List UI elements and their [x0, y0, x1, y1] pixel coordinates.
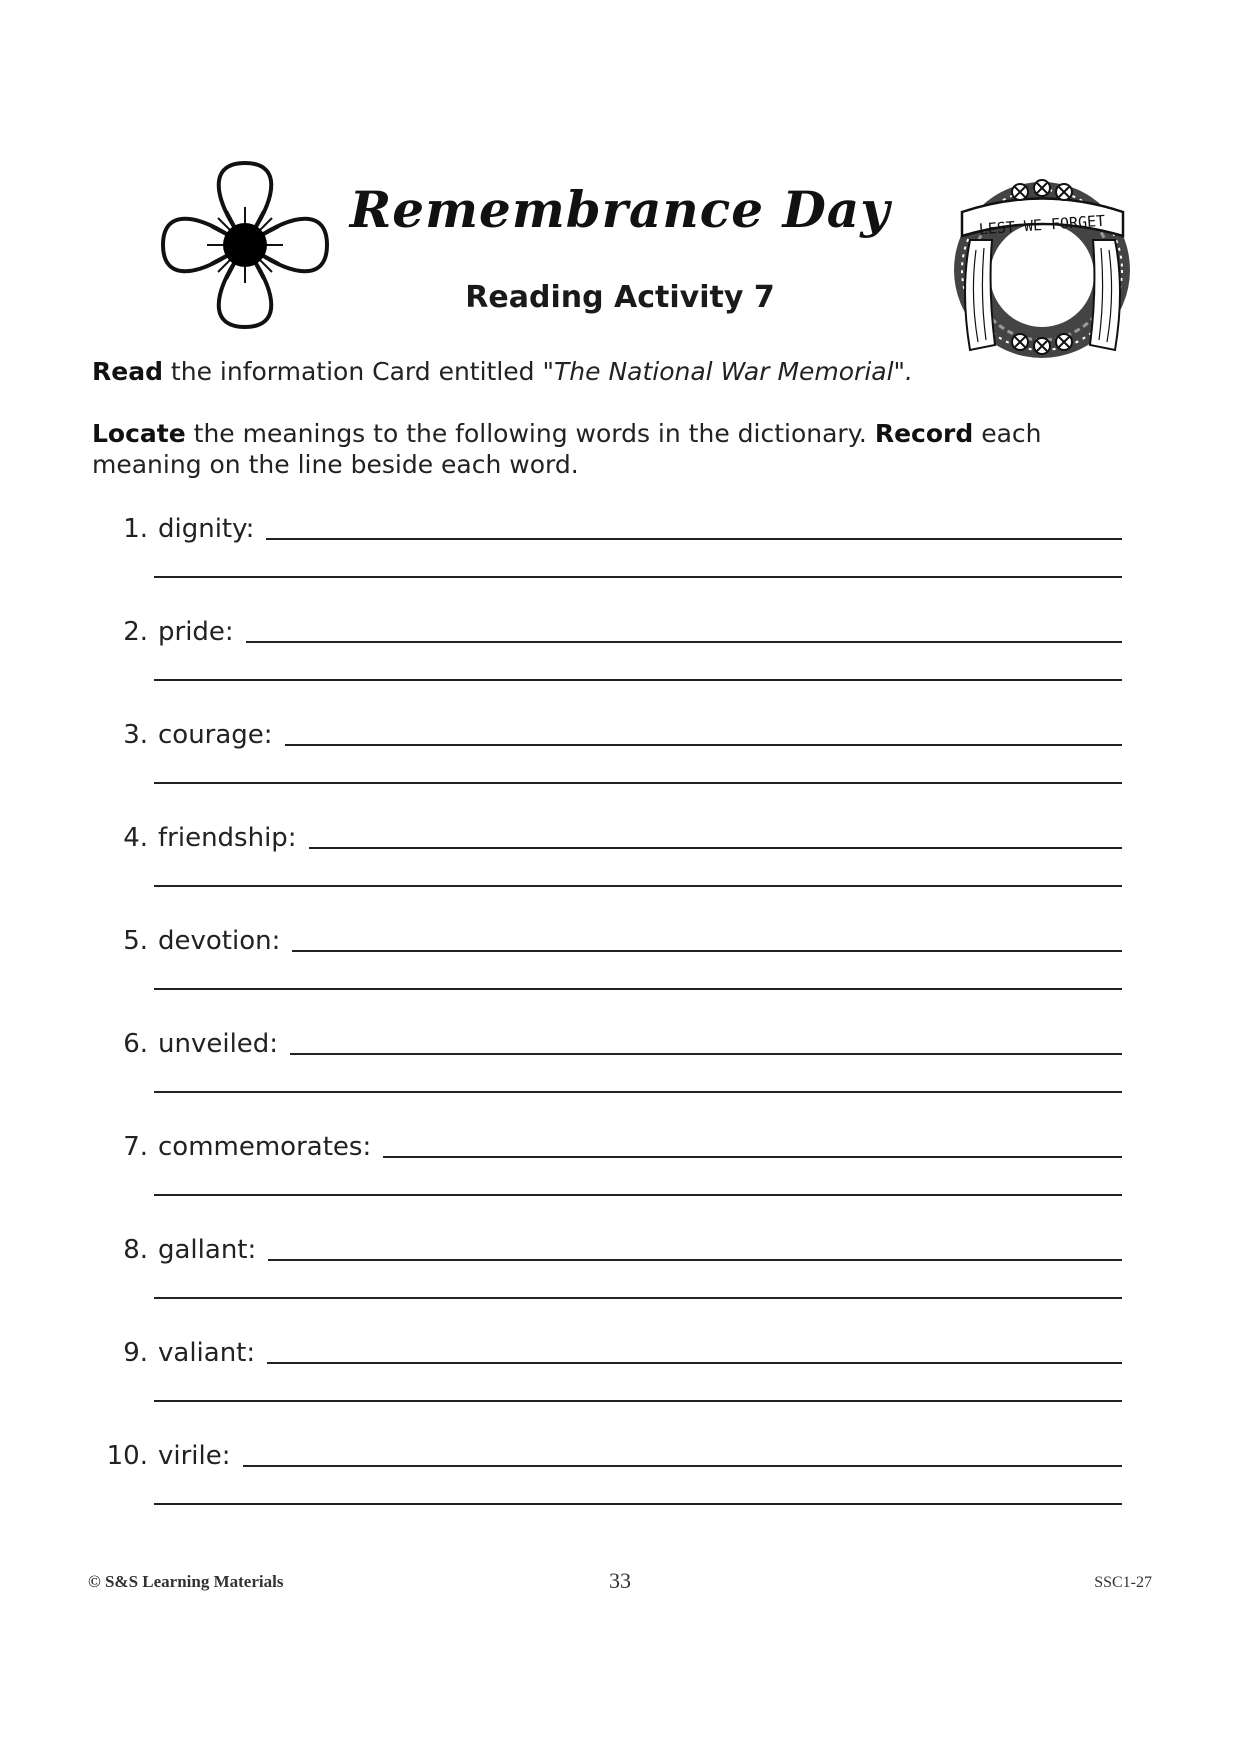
vocab-item	[92, 1025, 1122, 1095]
item-word: pride:	[158, 617, 234, 647]
answer-line[interactable]	[266, 538, 1122, 540]
vocab-item	[92, 819, 1122, 889]
answer-line-second[interactable]	[154, 1503, 1122, 1505]
item-word: courage:	[158, 720, 273, 750]
vocab-item	[92, 613, 1122, 683]
item-word: dignity:	[158, 514, 255, 544]
item-word: gallant:	[158, 1235, 257, 1265]
record-text: each meaning on the line beside each word.	[92, 419, 1042, 479]
item-number: 4.	[123, 823, 148, 853]
answer-line[interactable]	[309, 847, 1122, 849]
answer-line-second[interactable]	[154, 1194, 1122, 1196]
item-number: 7.	[123, 1132, 148, 1162]
answer-line[interactable]	[268, 1259, 1122, 1261]
item-number: 10.	[106, 1441, 148, 1471]
answer-line[interactable]	[383, 1156, 1122, 1158]
vocab-item	[92, 1231, 1122, 1301]
poppy-icon	[155, 155, 335, 335]
vocab-item	[92, 1128, 1122, 1198]
item-word: valiant:	[158, 1338, 256, 1368]
answer-line-second[interactable]	[154, 782, 1122, 784]
answer-line-second[interactable]	[154, 1297, 1122, 1299]
answer-line[interactable]	[243, 1465, 1122, 1467]
answer-line[interactable]	[290, 1053, 1122, 1055]
item-number: 9.	[123, 1338, 148, 1368]
answer-line[interactable]	[267, 1362, 1122, 1364]
locate-text: the meanings to the following words in the dictionary.	[185, 419, 875, 448]
vocab-item	[92, 716, 1122, 786]
item-number: 5.	[123, 926, 148, 956]
answer-line-second[interactable]	[154, 1400, 1122, 1402]
vocab-item	[92, 1437, 1122, 1507]
page-subtitle: Reading Activity 7	[465, 280, 775, 315]
product-code: SSC1-27	[1094, 1574, 1152, 1591]
item-word: virile:	[158, 1441, 231, 1471]
read-text: the information Card entitled	[162, 357, 543, 386]
answer-line[interactable]	[246, 641, 1122, 643]
copyright-footer: © S&S Learning Materials	[88, 1572, 284, 1591]
item-word: unveiled:	[158, 1029, 279, 1059]
item-number: 8.	[123, 1235, 148, 1265]
vocab-item	[92, 510, 1122, 580]
answer-line-second[interactable]	[154, 1091, 1122, 1093]
item-word: friendship:	[158, 823, 297, 853]
item-number: 1.	[123, 514, 148, 544]
locate-instruction	[92, 418, 1052, 480]
read-keyword: Read	[92, 357, 163, 386]
wreath-banner-text: LEST WE FORGET	[978, 211, 1106, 239]
answer-line-second[interactable]	[154, 576, 1122, 578]
record-keyword: Record	[874, 419, 974, 448]
card-title: "The National War Memorial".	[542, 357, 913, 386]
answer-line-second[interactable]	[154, 679, 1122, 681]
answer-line-second[interactable]	[154, 988, 1122, 990]
page-title: Remembrance Day	[349, 180, 891, 239]
answer-line-second[interactable]	[154, 885, 1122, 887]
wreath-icon	[940, 170, 1145, 370]
vocab-item	[92, 922, 1122, 992]
page-number: 33	[609, 1568, 631, 1593]
locate-keyword: Locate	[92, 419, 186, 448]
answer-line[interactable]	[285, 744, 1122, 746]
answer-line[interactable]	[292, 950, 1122, 952]
item-number: 2.	[123, 617, 148, 647]
read-instruction	[92, 356, 1052, 387]
item-word: devotion:	[158, 926, 281, 956]
item-number: 3.	[123, 720, 148, 750]
item-word: commemorates:	[158, 1132, 372, 1162]
vocab-item	[92, 1334, 1122, 1404]
item-number: 6.	[123, 1029, 148, 1059]
